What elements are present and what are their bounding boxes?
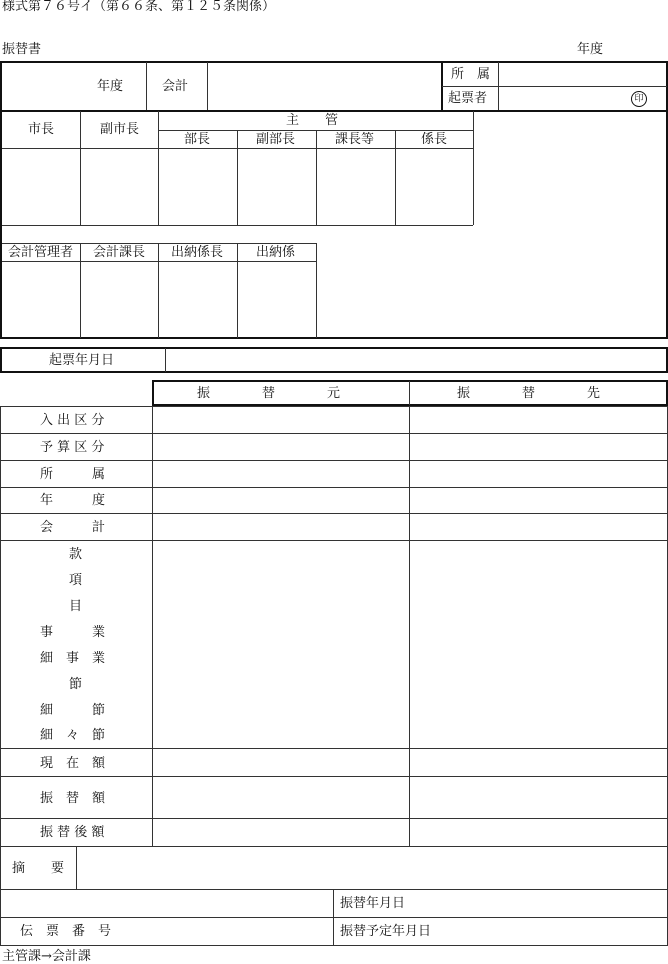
vice-mayor-label: 副市長 (100, 122, 140, 137)
chief-col-bucho: 部長 (184, 132, 211, 147)
divider (473, 111, 474, 225)
divider (146, 62, 147, 110)
mayor-label: 市長 (28, 122, 55, 137)
divider (2, 243, 316, 244)
budget-item-setsu: 節 (69, 677, 83, 692)
divider (237, 130, 238, 225)
row-label-inout: 入 出 区 分 (40, 413, 105, 428)
divider (0, 540, 668, 541)
divider (395, 130, 396, 225)
divider (158, 130, 473, 131)
footer-note: 主管課→会計課 (2, 949, 91, 964)
dept-label: 所 属 (451, 67, 491, 82)
divider (0, 487, 668, 488)
budget-item-kou: 項 (69, 573, 83, 588)
top-box (0, 61, 668, 339)
divider (0, 110, 668, 112)
seal-mark: 印 (631, 91, 647, 107)
row-label-year: 年 度 (40, 493, 106, 508)
dest-header: 振 替 先 (457, 386, 601, 401)
drafter-label: 起票者 (448, 91, 488, 106)
row-label-account: 会 計 (40, 520, 106, 535)
draft-date-label: 起票年月日 (49, 353, 115, 368)
chief-col-fukubucho: 副部長 (256, 132, 296, 147)
divider (2, 261, 316, 262)
transfer-date-label: 振替年月日 (340, 896, 406, 911)
top-account-label: 会計 (162, 79, 189, 94)
row-label-transfer: 振 替 額 (40, 791, 106, 806)
divider (0, 818, 668, 819)
divider (0, 917, 668, 918)
divider (2, 148, 473, 149)
divider (316, 130, 317, 225)
divider (2, 225, 473, 226)
source-header: 振 替 元 (197, 386, 341, 401)
row-label-after: 振 替 後 額 (40, 825, 105, 840)
divider (158, 243, 159, 338)
divider (442, 86, 667, 87)
row-label-dept: 所 属 (40, 467, 106, 482)
row-label-budget: 予 算 区 分 (40, 440, 105, 455)
divider (80, 243, 81, 338)
voucher-number-label: 伝 票 番 号 (20, 924, 112, 939)
acct-col-chief: 会計課長 (93, 245, 146, 260)
divider (207, 62, 208, 110)
acct-col-cashier: 出納係 (256, 245, 296, 260)
divider (165, 348, 166, 372)
divider (0, 748, 668, 749)
top-year-label: 年度 (97, 79, 124, 94)
budget-item-jigyo: 事 業 (40, 625, 106, 640)
divider (80, 111, 81, 225)
divider (0, 460, 668, 461)
row-label-current: 現 在 額 (40, 756, 106, 771)
divider (0, 513, 668, 514)
chief-label: 主 管 (286, 113, 339, 128)
chief-col-kachou: 課長等 (335, 132, 375, 147)
divider (0, 889, 668, 890)
divider (0, 776, 668, 777)
budget-item-saisetsu: 細 節 (40, 703, 106, 718)
acct-col-cashier-chief: 出納係長 (171, 245, 224, 260)
summary-label: 摘 要 (12, 861, 65, 876)
divider (409, 406, 410, 846)
divider (152, 406, 153, 846)
divider (158, 111, 159, 225)
scheduled-date-label: 振替予定年月日 (340, 924, 432, 939)
budget-item-saijigyo: 細 事 業 (40, 651, 106, 666)
header-year-label: 年度 (577, 42, 604, 57)
chief-col-kakarichou: 係長 (421, 132, 448, 147)
budget-item-moku: 目 (69, 599, 83, 614)
budget-item-kan: 款 (69, 547, 83, 562)
divider (76, 846, 77, 889)
form-title: 振替書 (2, 42, 42, 57)
acct-col-manager: 会計管理者 (8, 245, 74, 260)
divider (316, 243, 317, 338)
form-number: 様式第７６号イ（第６６条、第１２５条関係） (2, 0, 276, 14)
divider (0, 846, 668, 847)
budget-item-saisaisetsu: 細 々 節 (40, 728, 106, 743)
divider (409, 381, 410, 405)
divider (237, 243, 238, 338)
divider (0, 433, 668, 434)
